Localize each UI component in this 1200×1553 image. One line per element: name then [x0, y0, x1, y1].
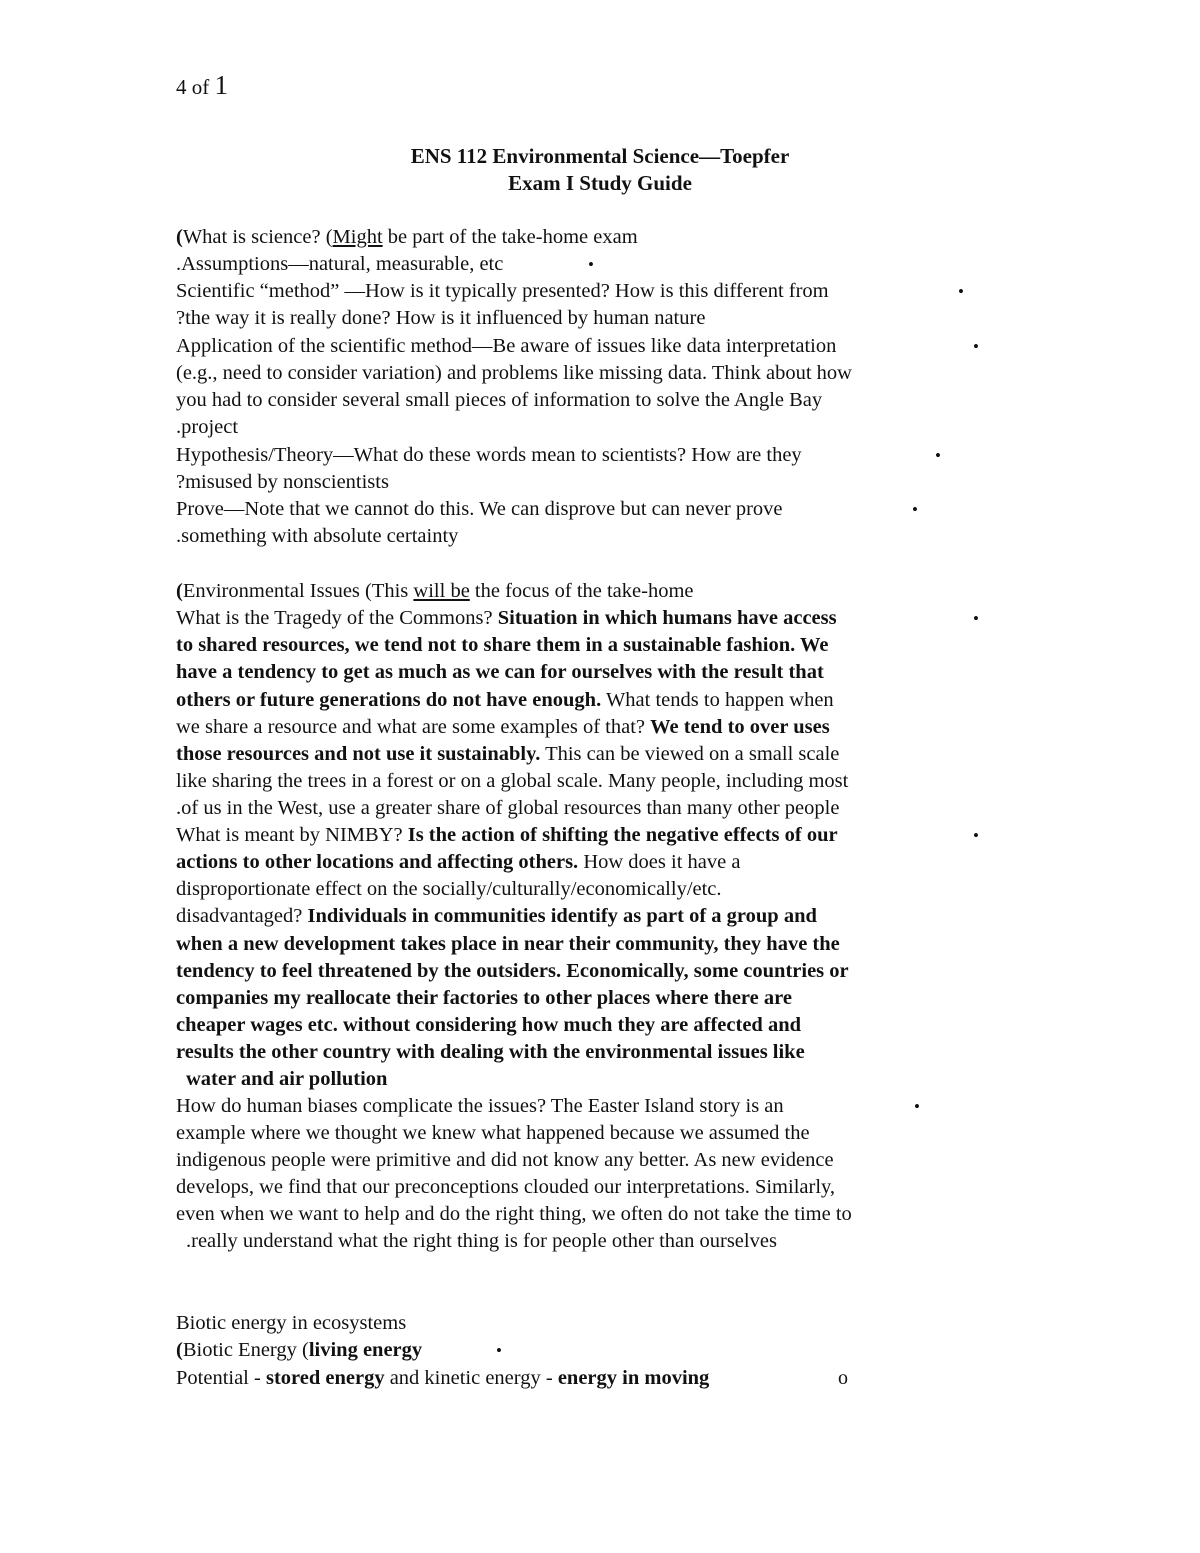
text-line: .of us in the West, use a greater share of global resources than many other people [176, 797, 840, 819]
section-heading-environmental-issues: (Environmental Issues (This will be the focus of the take-home [176, 580, 694, 602]
text-line: disadvantaged? Individuals in communities identify as part of a group and [176, 905, 817, 927]
document-subtitle: Exam I Study Guide [508, 171, 692, 195]
bullet-icon: • [973, 609, 979, 628]
bullet-icon: • [935, 446, 941, 465]
bullet-icon: • [588, 255, 594, 274]
text-line: example where we thought we knew what happened because we assumed the [176, 1122, 810, 1144]
text-line: Prove—Note that we cannot do this. We can disprove but can never prove [176, 498, 783, 520]
text-line: even when we want to help and do the right thing, we often do not take the time to [176, 1203, 852, 1225]
text-line: Potential - stored energy and kinetic energy - energy in moving [176, 1367, 710, 1389]
text-line: those resources and not use it sustainably. This can be viewed on a small scale [176, 743, 840, 765]
section-heading-biotic-energy: Biotic energy in ecosystems [176, 1312, 407, 1334]
page-number [176, 70, 228, 101]
text-line: actions to other locations and affecting others. How does it have a [176, 851, 741, 873]
text-line: companies my reallocate their factories to other places where there are [176, 987, 792, 1009]
text-line: (Biotic Energy (living energy [176, 1339, 423, 1361]
text-line: Hypothesis/Theory—What do these words mean to scientists? How are they [176, 444, 802, 466]
text-line: How do human biases complicate the issues? The Easter Island story is an [176, 1095, 784, 1117]
document-title: ENS 112 Environmental Science—Toepfer [410, 144, 790, 168]
text-line: ?the way it is really done? How is it influenced by human nature [176, 307, 706, 329]
hollow-bullet-icon: o [838, 1367, 848, 1389]
text-line: What is meant by NIMBY? Is the action of shifting the negative effects of our [176, 824, 838, 846]
text-line: water and air pollution [186, 1068, 388, 1090]
text-line: .project [176, 416, 239, 438]
text-line: you had to consider several small pieces of information to solve the Angle Bay [176, 389, 823, 411]
bullet-icon: • [973, 826, 979, 845]
bullet-icon: • [958, 282, 964, 301]
text-line: Application of the scientific method—Be aware of issues like data interpretation [176, 335, 837, 357]
text-line: tendency to feel threatened by the outsiders. Economically, some countries or [176, 960, 849, 982]
bullet-icon: • [914, 1097, 920, 1116]
bullet-icon: • [912, 500, 918, 519]
text-line: ?misused by nonscientists [176, 471, 389, 493]
bullet-icon: • [973, 337, 979, 356]
text-line: others or future generations do not have enough. What tends to happen when [176, 689, 834, 711]
text-line: .something with absolute certainty [176, 525, 459, 547]
text-line: like sharing the trees in a forest or on a global scale. Many people, including most [176, 770, 849, 792]
section-heading-science: (What is science? (Might be part of the take-home exam [176, 226, 638, 248]
text-line: have a tendency to get as much as we can for ourselves with the result that [176, 661, 824, 683]
text-line: develops, we find that our preconceptions clouded our interpretations. Similarly, [176, 1176, 836, 1198]
text-line: .really understand what the right thing is for people other than ourselves [186, 1230, 777, 1252]
text-line: .Assumptions—natural, measurable, etc [176, 253, 504, 275]
page-number-value: 1 [214, 70, 228, 100]
text-line: Scientific “method” —How is it typically presented? How is this different from [176, 280, 829, 302]
bullet-icon: • [496, 1341, 502, 1360]
text-line: results the other country with dealing with the environmental issues like [176, 1041, 805, 1063]
text-line: (e.g., need to consider variation) and problems like missing data. Think about how [176, 362, 852, 384]
page-number-prefix: 4 of [176, 75, 210, 99]
text-line: What is the Tragedy of the Commons? Situation in which humans have access [176, 607, 837, 629]
text-line: we share a resource and what are some examples of that? We tend to over uses [176, 716, 830, 738]
text-line: to shared resources, we tend not to share them in a sustainable fashion. We [176, 634, 829, 656]
text-line: disproportionate effect on the socially/culturally/economically/etc. [176, 878, 722, 900]
text-line: cheaper wages etc. without considering how much they are affected and [176, 1014, 801, 1036]
text-line: indigenous people were primitive and did not know any better. As new evidence [176, 1149, 834, 1171]
text-line: when a new development takes place in near their community, they have the [176, 933, 840, 955]
